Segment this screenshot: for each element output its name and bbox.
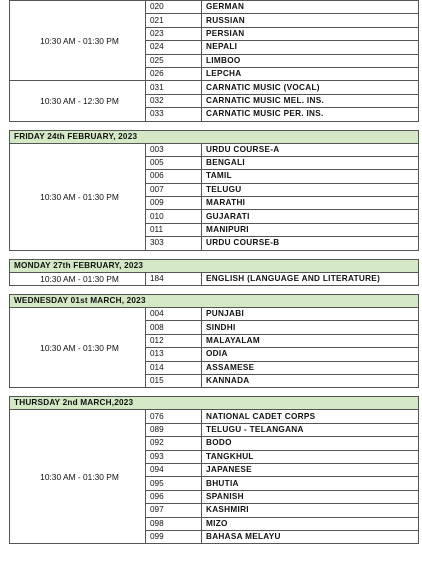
- subject-name: NEPALI: [202, 41, 419, 54]
- subject-code: 092: [146, 437, 202, 450]
- subject-code: 096: [146, 490, 202, 503]
- subject-row: [10, 308, 419, 321]
- subject-name: URDU COURSE-A: [202, 143, 419, 156]
- subject-name: BAHASA MELAYU: [202, 530, 419, 543]
- subject-code: 094: [146, 463, 202, 476]
- exam-date: WEDNESDAY 01st MARCH, 2023: [10, 295, 419, 308]
- exam-date: THURSDAY 2nd MARCH,2023: [10, 397, 419, 410]
- block-spacer: [10, 388, 419, 397]
- exam-time: 10:30 AM - 01:30 PM: [10, 308, 146, 388]
- exam-date: FRIDAY 24th FEBRUARY, 2023: [10, 130, 419, 143]
- exam-schedule-table: [9, 0, 419, 544]
- subject-name: KASHMIRI: [202, 504, 419, 517]
- subject-code: 097: [146, 504, 202, 517]
- spacer-cell: [10, 250, 419, 259]
- subject-code: 015: [146, 374, 202, 387]
- block-spacer: [10, 121, 419, 130]
- subject-name: LIMBOO: [202, 54, 419, 67]
- block-spacer: [10, 250, 419, 259]
- subject-name: RUSSIAN: [202, 14, 419, 27]
- subject-code: 095: [146, 477, 202, 490]
- exam-time: 10:30 AM - 01:30 PM: [10, 272, 146, 285]
- subject-code: 010: [146, 210, 202, 223]
- date-header-row: [10, 130, 419, 143]
- date-header-row: [10, 397, 419, 410]
- spacer-cell: [10, 388, 419, 397]
- spacer-cell: [10, 121, 419, 130]
- subject-name: CARNATIC MUSIC PER. INS.: [202, 108, 419, 121]
- subject-name: TELUGU - TELANGANA: [202, 423, 419, 436]
- subject-code: 024: [146, 41, 202, 54]
- subject-name: BHUTIA: [202, 477, 419, 490]
- subject-name: URDU COURSE-B: [202, 237, 419, 250]
- subject-code: 031: [146, 81, 202, 94]
- subject-code: 032: [146, 94, 202, 107]
- subject-row: [10, 410, 419, 423]
- subject-code: 076: [146, 410, 202, 423]
- subject-code: 013: [146, 348, 202, 361]
- subject-name: MALAYALAM: [202, 334, 419, 347]
- exam-schedule-body: [10, 1, 419, 544]
- subject-row: [10, 143, 419, 156]
- subject-code: 014: [146, 361, 202, 374]
- subject-code: 025: [146, 54, 202, 67]
- subject-code: 093: [146, 450, 202, 463]
- spacer-cell: [10, 286, 419, 295]
- subject-name: NATIONAL CADET CORPS: [202, 410, 419, 423]
- subject-code: 023: [146, 27, 202, 40]
- subject-code: 005: [146, 156, 202, 169]
- exam-date: MONDAY 27th FEBRUARY, 2023: [10, 259, 419, 272]
- subject-name: SINDHI: [202, 321, 419, 334]
- date-header-row: [10, 259, 419, 272]
- subject-code: 021: [146, 14, 202, 27]
- subject-code: 099: [146, 530, 202, 543]
- subject-name: PERSIAN: [202, 27, 419, 40]
- subject-code: 008: [146, 321, 202, 334]
- subject-row: [10, 1, 419, 14]
- subject-row: [10, 81, 419, 94]
- subject-code: 007: [146, 183, 202, 196]
- subject-code: 009: [146, 197, 202, 210]
- subject-code: 003: [146, 143, 202, 156]
- subject-name: ODIA: [202, 348, 419, 361]
- block-spacer: [10, 286, 419, 295]
- date-header-row: [10, 295, 419, 308]
- subject-name: LEPCHA: [202, 67, 419, 80]
- subject-name: TELUGU: [202, 183, 419, 196]
- subject-code: 033: [146, 108, 202, 121]
- subject-row: [10, 272, 419, 285]
- subject-code: 012: [146, 334, 202, 347]
- subject-name: JAPANESE: [202, 463, 419, 476]
- exam-time: 10:30 AM - 12:30 PM: [10, 81, 146, 121]
- subject-code: 004: [146, 308, 202, 321]
- subject-code: 098: [146, 517, 202, 530]
- subject-name: BODO: [202, 437, 419, 450]
- subject-name: KANNADA: [202, 374, 419, 387]
- subject-code: 020: [146, 1, 202, 14]
- subject-name: TAMIL: [202, 170, 419, 183]
- subject-name: ASSAMESE: [202, 361, 419, 374]
- subject-name: MIZO: [202, 517, 419, 530]
- exam-time: 10:30 AM - 01:30 PM: [10, 410, 146, 544]
- subject-name: CARNATIC MUSIC MEL. INS.: [202, 94, 419, 107]
- subject-code: 184: [146, 272, 202, 285]
- subject-name: BENGALI: [202, 156, 419, 169]
- subject-code: 006: [146, 170, 202, 183]
- subject-name: MARATHI: [202, 197, 419, 210]
- subject-code: 089: [146, 423, 202, 436]
- subject-code: 026: [146, 67, 202, 80]
- exam-time: 10:30 AM - 01:30 PM: [10, 143, 146, 250]
- subject-name: ENGLISH (LANGUAGE AND LITERATURE): [202, 272, 419, 285]
- subject-name: GERMAN: [202, 1, 419, 14]
- subject-name: PUNJABI: [202, 308, 419, 321]
- subject-code: 011: [146, 223, 202, 236]
- subject-name: SPANISH: [202, 490, 419, 503]
- subject-name: TANGKHUL: [202, 450, 419, 463]
- subject-code: 303: [146, 237, 202, 250]
- subject-name: GUJARATI: [202, 210, 419, 223]
- exam-time: 10:30 AM - 01:30 PM: [10, 1, 146, 81]
- subject-name: CARNATIC MUSIC (VOCAL): [202, 81, 419, 94]
- subject-name: MANIPURI: [202, 223, 419, 236]
